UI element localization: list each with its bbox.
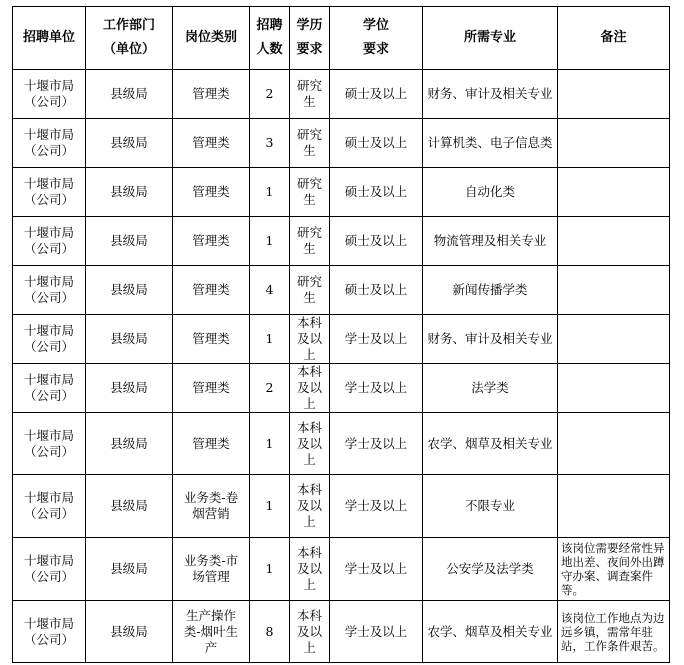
cell-major: 农学、烟草及相关专业	[423, 601, 558, 663]
cell-major: 法学类	[423, 364, 558, 413]
cell-major: 财务、审计及相关专业	[423, 70, 558, 119]
cell-major: 新闻传播学类	[423, 266, 558, 315]
cell-notes	[558, 315, 670, 364]
cell-position-category: 管理类	[173, 168, 250, 217]
cell-headcount: 4	[250, 266, 290, 315]
header-degree: 学位 要求	[330, 7, 423, 70]
cell-degree: 硕士及以上	[330, 217, 423, 266]
table-row	[13, 601, 670, 663]
cell-unit: 十堰市局 （公司）	[13, 119, 86, 168]
table-row	[13, 119, 670, 168]
cell-headcount: 8	[250, 601, 290, 663]
cell-notes: 该岗位需要经常性异地出差、夜间外出蹲守办案、调查案件等。	[558, 538, 670, 601]
cell-position-category: 管理类	[173, 70, 250, 119]
table-row	[13, 475, 670, 538]
cell-unit: 十堰市局 （公司）	[13, 413, 86, 475]
header-notes: 备注	[558, 7, 670, 70]
cell-degree: 硕士及以上	[330, 70, 423, 119]
cell-position-category: 业务类-市 场管理	[173, 538, 250, 601]
cell-headcount: 1	[250, 413, 290, 475]
cell-department: 县级局	[86, 538, 173, 601]
cell-notes	[558, 217, 670, 266]
cell-major: 公安学及法学类	[423, 538, 558, 601]
cell-notes	[558, 364, 670, 413]
cell-unit: 十堰市局 （公司）	[13, 168, 86, 217]
cell-position-category: 管理类	[173, 315, 250, 364]
cell-notes	[558, 70, 670, 119]
cell-department: 县级局	[86, 266, 173, 315]
table-row	[13, 364, 670, 413]
cell-headcount: 3	[250, 119, 290, 168]
cell-department: 县级局	[86, 601, 173, 663]
cell-education: 本科 及以 上	[290, 601, 330, 663]
cell-position-category: 管理类	[173, 119, 250, 168]
cell-headcount: 1	[250, 538, 290, 601]
cell-degree: 硕士及以上	[330, 119, 423, 168]
cell-headcount: 2	[250, 70, 290, 119]
cell-degree: 学士及以上	[330, 601, 423, 663]
header-position-category: 岗位类别	[173, 7, 250, 70]
cell-education: 本科 及以 上	[290, 413, 330, 475]
table-row	[13, 315, 670, 364]
cell-position-category: 管理类	[173, 413, 250, 475]
header-row	[13, 7, 670, 70]
recruitment-table	[12, 6, 670, 663]
cell-education: 本科 及以 上	[290, 315, 330, 364]
cell-position-category: 业务类-卷 烟营销	[173, 475, 250, 538]
table-row	[13, 266, 670, 315]
cell-department: 县级局	[86, 119, 173, 168]
cell-unit: 十堰市局 （公司）	[13, 70, 86, 119]
header-education: 学历 要求	[290, 7, 330, 70]
cell-unit: 十堰市局 （公司）	[13, 364, 86, 413]
cell-notes	[558, 168, 670, 217]
cell-department: 县级局	[86, 364, 173, 413]
cell-education: 研究 生	[290, 70, 330, 119]
cell-notes	[558, 266, 670, 315]
cell-unit: 十堰市局 （公司）	[13, 315, 86, 364]
cell-notes	[558, 119, 670, 168]
table-row	[13, 413, 670, 475]
cell-major: 农学、烟草及相关专业	[423, 413, 558, 475]
cell-education: 本科 及以 上	[290, 538, 330, 601]
cell-department: 县级局	[86, 217, 173, 266]
cell-unit: 十堰市局 （公司）	[13, 538, 86, 601]
cell-major: 计算机类、电子信息类	[423, 119, 558, 168]
cell-degree: 学士及以上	[330, 413, 423, 475]
cell-position-category: 管理类	[173, 266, 250, 315]
cell-department: 县级局	[86, 475, 173, 538]
cell-notes	[558, 475, 670, 538]
cell-department: 县级局	[86, 70, 173, 119]
table-row	[13, 168, 670, 217]
cell-headcount: 1	[250, 315, 290, 364]
cell-position-category: 管理类	[173, 364, 250, 413]
cell-unit: 十堰市局 （公司）	[13, 266, 86, 315]
header-headcount: 招聘 人数	[250, 7, 290, 70]
cell-major: 财务、审计及相关专业	[423, 315, 558, 364]
table-row	[13, 538, 670, 601]
cell-headcount: 1	[250, 475, 290, 538]
cell-major: 不限专业	[423, 475, 558, 538]
table-body	[13, 70, 670, 663]
header-unit: 招聘单位	[13, 7, 86, 70]
cell-department: 县级局	[86, 315, 173, 364]
cell-notes: 该岗位工作地点为边远乡镇，需常年驻站，工作条件艰苦。	[558, 601, 670, 663]
table-row	[13, 70, 670, 119]
cell-degree: 学士及以上	[330, 475, 423, 538]
cell-department: 县级局	[86, 168, 173, 217]
cell-degree: 学士及以上	[330, 315, 423, 364]
cell-degree: 学士及以上	[330, 538, 423, 601]
cell-degree: 硕士及以上	[330, 266, 423, 315]
cell-headcount: 1	[250, 217, 290, 266]
table-row	[13, 217, 670, 266]
cell-position-category: 管理类	[173, 217, 250, 266]
cell-unit: 十堰市局 （公司）	[13, 217, 86, 266]
cell-education: 研究 生	[290, 266, 330, 315]
header-major: 所需专业	[423, 7, 558, 70]
cell-department: 县级局	[86, 413, 173, 475]
cell-notes	[558, 413, 670, 475]
header-department: 工作部门 （单位）	[86, 7, 173, 70]
cell-headcount: 1	[250, 168, 290, 217]
cell-position-category: 生产操作 类-烟叶生 产	[173, 601, 250, 663]
cell-education: 本科 及以 上	[290, 364, 330, 413]
cell-major: 自动化类	[423, 168, 558, 217]
cell-education: 本科 及以 上	[290, 475, 330, 538]
cell-education: 研究 生	[290, 119, 330, 168]
cell-education: 研究 生	[290, 217, 330, 266]
cell-degree: 学士及以上	[330, 364, 423, 413]
cell-education: 研究 生	[290, 168, 330, 217]
cell-headcount: 2	[250, 364, 290, 413]
cell-unit: 十堰市局 （公司）	[13, 601, 86, 663]
cell-degree: 硕士及以上	[330, 168, 423, 217]
cell-unit: 十堰市局 （公司）	[13, 475, 86, 538]
cell-major: 物流管理及相关专业	[423, 217, 558, 266]
